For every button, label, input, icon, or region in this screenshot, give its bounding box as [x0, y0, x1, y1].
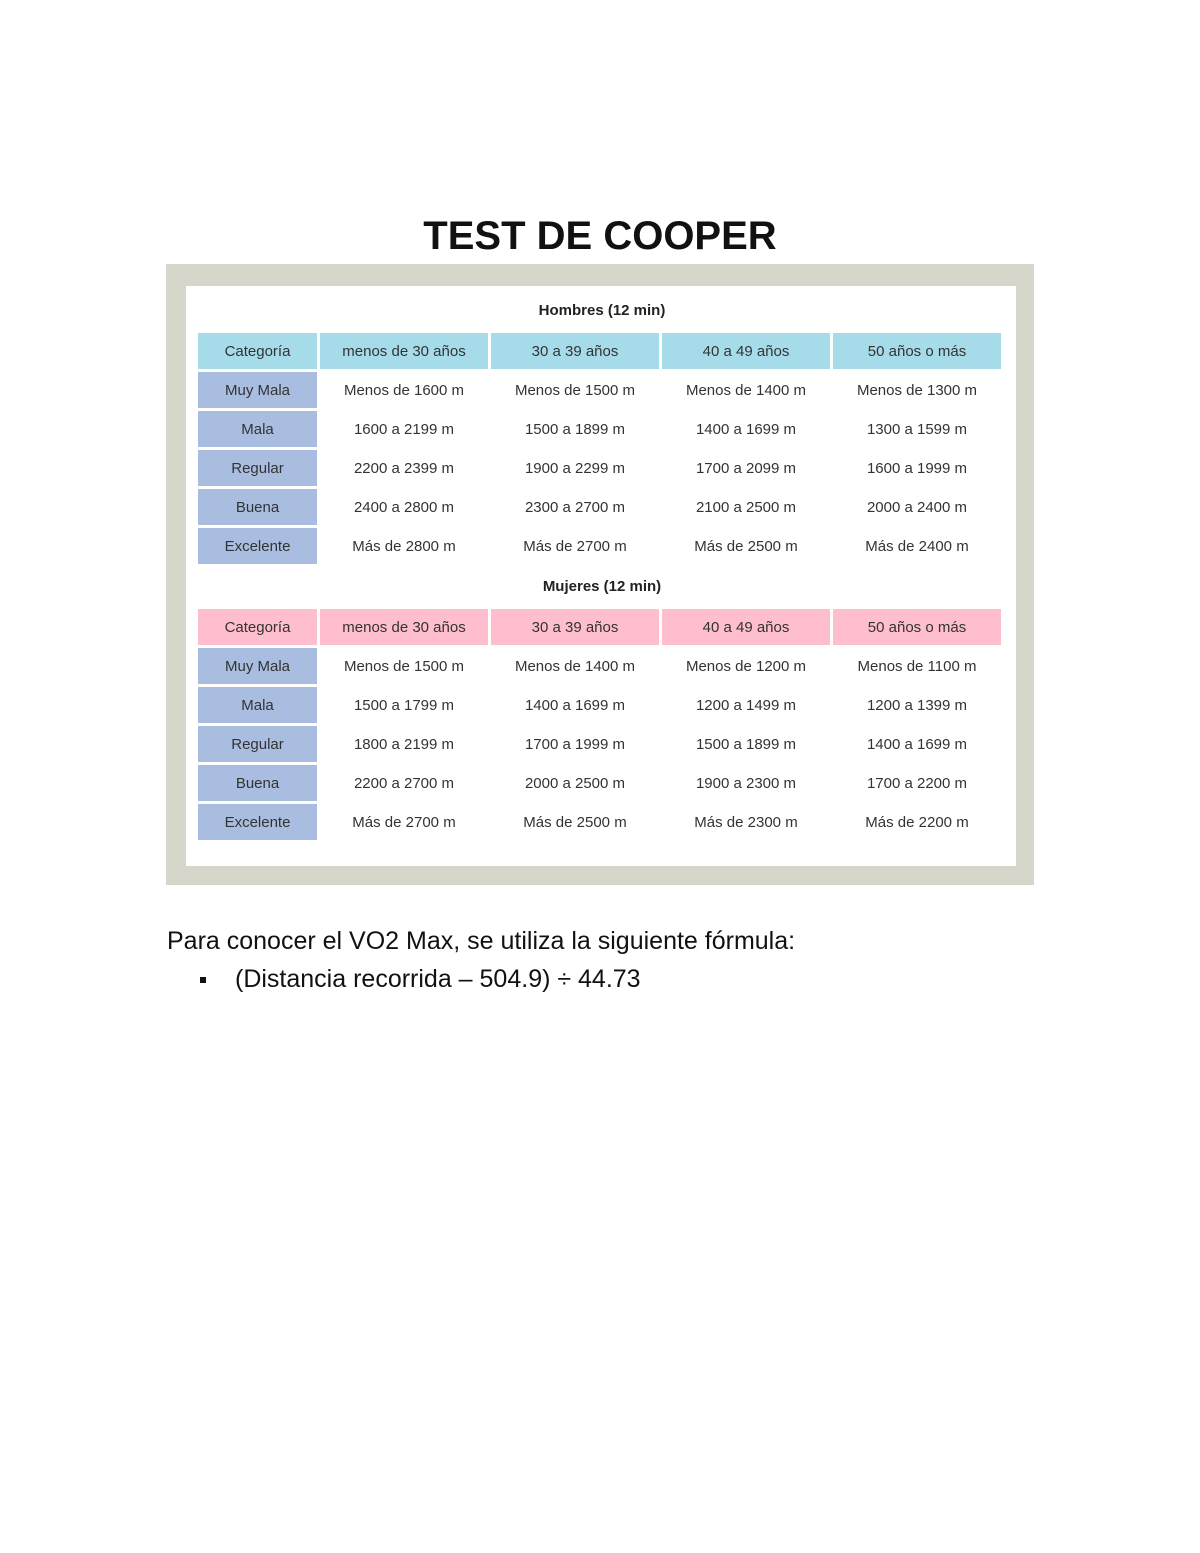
table-row — [198, 726, 1001, 762]
header-cell: 40 a 49 años — [662, 609, 830, 645]
category-cell: Muy Mala — [198, 372, 317, 408]
data-cell: 1500 a 1799 m — [353, 696, 455, 714]
header-cell: menos de 30 años — [320, 609, 488, 645]
data-cell: 1700 a 2200 m — [866, 774, 968, 792]
data-cell: Más de 2200 m — [865, 813, 969, 831]
data-cell: 1600 a 2199 m — [353, 420, 455, 438]
data-cell: Menos de 1500 m — [514, 381, 636, 399]
table-row — [198, 528, 1001, 564]
women-header-row — [198, 609, 1001, 645]
data-cell: 1400 a 1699 m — [695, 420, 797, 438]
men-table — [195, 330, 1004, 567]
header-cell: 30 a 39 años — [491, 333, 659, 369]
data-cell: Menos de 1100 m — [857, 657, 977, 675]
table-row — [198, 804, 1001, 840]
data-cell: Menos de 1600 m — [343, 381, 465, 399]
data-cell: Menos de 1200 m — [685, 657, 807, 675]
data-cell: 1600 a 1999 m — [866, 459, 968, 477]
formula-list-item — [200, 965, 641, 994]
category-cell: Mala — [198, 411, 317, 447]
data-cell: Menos de 1400 m — [685, 381, 807, 399]
data-cell: 1500 a 1899 m — [695, 735, 797, 753]
category-cell: Mala — [198, 687, 317, 723]
header-cell: 30 a 39 años — [491, 609, 659, 645]
table-row — [198, 411, 1001, 447]
category-cell: Excelente — [198, 528, 317, 564]
table-row — [198, 489, 1001, 525]
men-header-row — [198, 333, 1001, 369]
data-cell: Más de 2700 m — [352, 813, 456, 831]
table-image-frame — [166, 264, 1034, 885]
table-row — [198, 648, 1001, 684]
data-cell: 2100 a 2500 m — [695, 498, 797, 516]
data-cell: 1700 a 1999 m — [524, 735, 626, 753]
women-table — [195, 606, 1004, 843]
data-cell: 1500 a 1899 m — [524, 420, 626, 438]
data-cell: 1900 a 2299 m — [524, 459, 626, 477]
data-cell: Más de 2700 m — [523, 537, 627, 555]
data-cell: 1900 a 2300 m — [695, 774, 797, 792]
data-cell: Menos de 1300 m — [856, 381, 978, 399]
data-cell: Más de 2300 m — [694, 813, 798, 831]
header-cell: 50 años o más — [833, 333, 1001, 369]
vo2-formula: (Distancia recorrida – 504.9) ÷ 44.73 — [235, 965, 641, 993]
data-cell: 2200 a 2399 m — [353, 459, 455, 477]
table-row — [198, 372, 1001, 408]
women-table-caption: Mujeres (12 min) — [542, 578, 662, 595]
document-title: TEST DE COOPER — [423, 214, 777, 258]
category-cell: Regular — [198, 450, 317, 486]
category-cell: Muy Mala — [198, 648, 317, 684]
data-cell: Menos de 1500 m — [343, 657, 465, 675]
bullet-icon — [200, 977, 206, 983]
category-cell: Excelente — [198, 804, 317, 840]
vo2-intro-text: Para conocer el VO2 Max, se utiliza la siguiente fórmula: — [167, 927, 796, 955]
header-cell: Categoría — [198, 333, 317, 369]
data-cell: Más de 2800 m — [352, 537, 456, 555]
category-cell: Buena — [198, 765, 317, 801]
data-cell: 2400 a 2800 m — [353, 498, 455, 516]
data-cell: 1200 a 1399 m — [866, 696, 968, 714]
category-cell: Buena — [198, 489, 317, 525]
header-cell: menos de 30 años — [320, 333, 488, 369]
data-cell: 1400 a 1699 m — [866, 735, 968, 753]
header-cell: Categoría — [198, 609, 317, 645]
data-cell: 1800 a 2199 m — [353, 735, 455, 753]
data-cell: 2000 a 2500 m — [524, 774, 626, 792]
table-row — [198, 765, 1001, 801]
table-row — [198, 687, 1001, 723]
data-cell: Menos de 1400 m — [514, 657, 636, 675]
data-cell: Más de 2500 m — [694, 537, 798, 555]
data-cell: 2200 a 2700 m — [353, 774, 455, 792]
table-row — [198, 450, 1001, 486]
cooper-table-panel — [186, 286, 1016, 866]
header-cell: 40 a 49 años — [662, 333, 830, 369]
data-cell: 1700 a 2099 m — [695, 459, 797, 477]
data-cell: 1300 a 1599 m — [866, 420, 968, 438]
data-cell: 1200 a 1499 m — [695, 696, 797, 714]
data-cell: Más de 2400 m — [865, 537, 969, 555]
category-cell: Regular — [198, 726, 317, 762]
data-cell: 2000 a 2400 m — [866, 498, 968, 516]
data-cell: 1400 a 1699 m — [524, 696, 626, 714]
data-cell: 2300 a 2700 m — [524, 498, 626, 516]
men-table-caption: Hombres (12 min) — [538, 302, 666, 319]
header-cell: 50 años o más — [833, 609, 1001, 645]
data-cell: Más de 2500 m — [523, 813, 627, 831]
